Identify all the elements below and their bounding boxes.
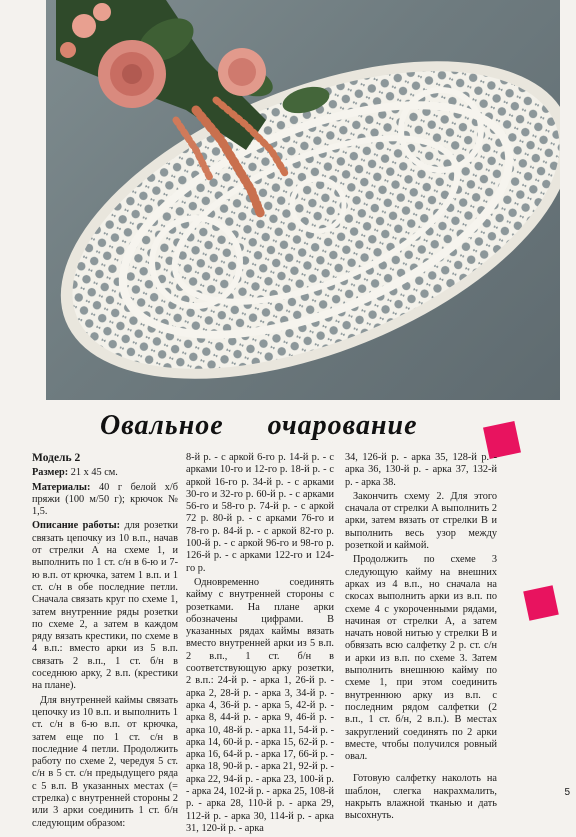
paragraph: Закончить схему 2. Для этого сначала от стрелки А выполнить 2 арки, затем вязать от стрелки В и выполнить весь узор между розеткой и каймой. bbox=[345, 490, 497, 552]
doily-photo bbox=[46, 0, 560, 400]
description-line bbox=[32, 520, 178, 692]
materials-line bbox=[32, 482, 178, 519]
accent-square-bottom bbox=[523, 585, 559, 621]
materials-label: Материалы: bbox=[32, 481, 91, 493]
page-number: 5 bbox=[564, 787, 570, 798]
text-column-1 bbox=[32, 452, 178, 832]
size-line bbox=[32, 467, 178, 479]
paragraph: Для внутренней каймы связать цепочку из 10 в.п. и выполнить 1 ст. с/н в 6-ю в.п. от крючка, затем еще по 1 ст. с/н в последние 4 петли. Продолжить работу по схеме 2, чередуя 5 ст. с/н в 5 ст. с/н предыдущего ряда с 5 в.п. В указанных местах (= стрелка) с внутренней стороны 2 или 3 арки соединить 1 ст. б/н следующим образом: bbox=[32, 694, 178, 829]
description-label: Описание работы: bbox=[32, 520, 121, 532]
model-heading: Модель 2 bbox=[32, 452, 81, 464]
paragraph: Продолжить по схеме 3 следующую кайму на внешних арках из 4 в.п., но сначала на скосах выполнить арки из в.п. по схеме 4 с укороченными рядами, начиная от стрелки А, а затем начать новой нитью у стрелки В и обвязать всю салфетку 2 р. ст. с/н и арки из в.п. по схеме 3. Затем выполнить внешнюю кайму по схеме 1, при этом соединить внутреннюю арку из в.п. с последним рядом салфетки (2 в.п., 1 ст. б/н, 2 в.п.). В местах закруглений соединять по 2 арки вместе, чтобы получился ровный овал. bbox=[345, 554, 497, 763]
size-label: Размер: bbox=[32, 467, 69, 479]
paragraph: 34, 126-й р. - арка 35, 128-й р. - арка 36, 130-й р. - арка 37, 132-й р. - арка 38. bbox=[345, 452, 497, 488]
description-value: для розетки связать цепочку из 10 в.п., начав от стрелки А на схеме 1, и выполнить по 1 ст. с/н в 6-ю и 7-ю в.п. от крючка, затем 1 в.п. и 1 ст. с/н в обе последние петли. Сначала связать круг по схеме 1, затем внутренние ряды розетки по схеме 2, а затем в каждом ряду вязать крестики, по схеме в 4 в.п.: вместо арки из 5 в.п. связать 2 в.п., 1 ст. б/н в соседнюю арку, 2 в.п. (крестики на плане). bbox=[32, 520, 178, 692]
paragraph: Готовую салфетку наколоть на шаблон, слегка накрахмалить, накрыть влажной тканью и дать высохнуть. bbox=[345, 773, 497, 822]
page-title: Овальное очарование bbox=[100, 410, 418, 441]
doily-with-roses-icon bbox=[46, 0, 560, 400]
paragraph: Одновременно соединять кайму с внутренней стороны с розетками. На плане арки обозначены цифрами. В указанных рядах каймы вязать вместо внутренней арки из 5 в.п. 2 в.п., 1 ст. б/н в соответствующую арку розетки, 2 в.п.: 24-й р. - арка 1, 26-й р. - арка 2, 28-й р. - арка 3, 34-й р. - арка 4, 36-й р. - арка 5, 42-й р. - арка 8, 44-й р. - арка 9, 46-й р. - арка 10, 48-й р. - арка 11, 54-й р. - арка 14, 60-й р. - арка 15, 62-й р. - арка 16, 64-й р. - арка 17, 66-й р. - арка 18, 90-й р. - арка 21, 92-й р. - арка 22, 94-й р. - арка 23, 100-й р. - арка 24, 102-й р. - арка 25, 108-й р. - арка 28, 110-й р. - арка 29, 112-й р. - арка 30, 114-й р. - арка 31, 120-й р. - арка bbox=[186, 576, 334, 834]
text-column-3 bbox=[345, 452, 497, 825]
size-value: 21 х 45 см. bbox=[68, 467, 118, 479]
paragraph: 8-й р. - с аркой 6-го р. 14-й р. - с арками 10-го и 12-го р. 18-й р. - с аркой 16-го р. 34-й р. - с арками 30-го и 32-го р. 60-й р. - с арками 56-го и 58-го р. 74-й р. - с аркой 72 р. 80-й р. - с арками 76-го и 78-го р. 84-й р. - с аркой 82-го р. 100-й р. - с аркой 96-го и 98-го р. 126-й р. - с арками 122-го и 124-го р. bbox=[186, 452, 334, 574]
materials-value: 40 г белой х/б пряжи (100 м/50 г); крючок № 1,5. bbox=[32, 481, 178, 518]
text-column-2 bbox=[186, 452, 334, 837]
